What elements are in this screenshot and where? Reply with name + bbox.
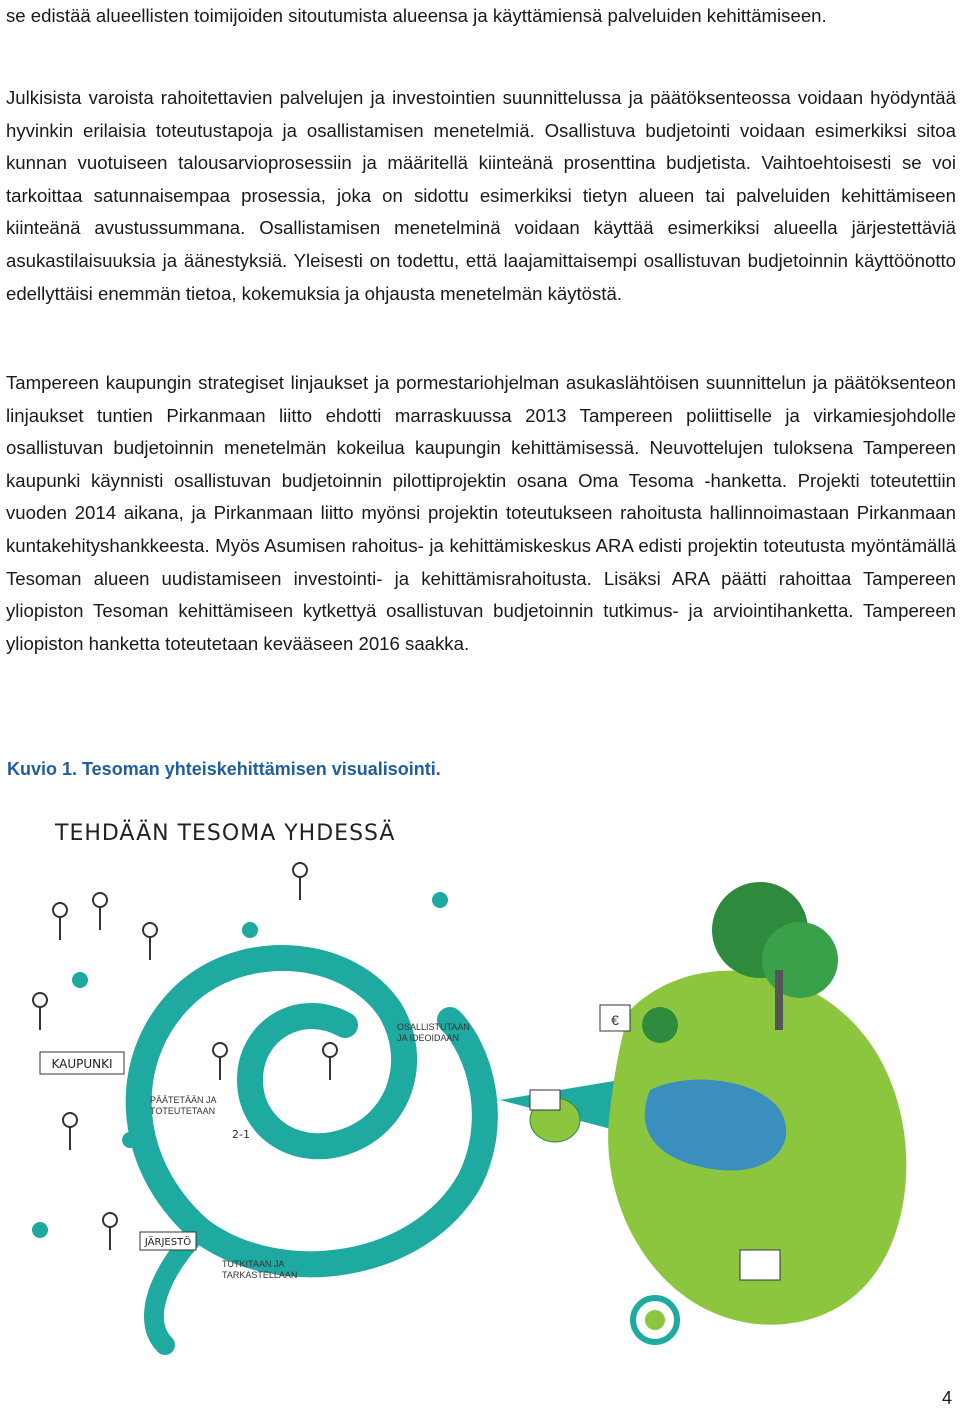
kaupunki-label: KAUPUNKI	[51, 1057, 113, 1071]
body-text	[6, 0, 956, 654]
spiral	[139, 958, 485, 1345]
osallistutaan-label-2: JA IDEOIDAAN	[397, 1033, 460, 1043]
osallistutaan-label-1: OSALLISTUTAAN	[397, 1022, 470, 1032]
flag-icon	[740, 1250, 780, 1280]
vote-label: 2-1	[232, 1128, 250, 1141]
tutkitaan-label-2: TARKASTELLAAN	[222, 1270, 298, 1280]
tesoma-illustration	[0, 800, 960, 1360]
oma-tesoma-logo	[633, 1298, 677, 1342]
paatetaan-label-1: PÄÄTETÄÄN JA	[150, 1095, 217, 1105]
paatetaan-label-2: TOTEUTETAAN	[150, 1106, 216, 1116]
paragraph-1: se edistää alueellisten toimijoiden sitoutumista alueensa ja käyttämiensä palveluiden kehittämiseen.	[6, 5, 827, 26]
page-number: 4	[941, 1388, 952, 1408]
paragraph-2: Julkisista varoista rahoitettavien palvelujen ja investointien suunnittelussa ja päätöksenteossa voidaan hyödyntää hyvinkin erilaisia toteutustapoja ja osallistamisen menetelmiä. Osallistuva budjetointi voidaan esimerkiksi sitoa kunnan vuotuiseen talousarvioprosessiin ja määritellä kiinteänä prosenttina budjetista. Vaihtoehtoisesti se voi tarkoittaa satunnaisempaa prosessia, joka on sidottu esimerkiksi tietyn alueen tai palveluiden kehittämiseen kiinteänä avustussummana. Osallistamisen menetelminä voidaan käyttää esimerkiksi alueella järjestettäviä asukastilaisuuksia ja äänestyksiä. Yleisesti on todettu, että laajamittaisempi osallistuvan budjetoinnin käyttöönotto edellyttäisi enemmän tietoa, kokemuksia ja ohjausta menetelmän käytöstä.	[6, 87, 956, 304]
jarjesto-label: JÄRJESTÖ	[144, 1237, 192, 1248]
figure-caption: Kuvio 1. Tesoman yhteiskehittämisen visualisointi.	[7, 759, 441, 779]
paragraph-3: Tampereen kaupungin strategiset linjaukset ja pormestariohjelman asukaslähtöisen suunnittelun ja päätöksenteon linjaukset tuntien Pirkanmaan liitto ehdotti marraskuussa 2013 Tampereen poliittiselle ja virkamiesjohdolle osallistuvan budjetoinnin menetelmän kokeilua kaupungin kehittämisessä. Neuvottelujen tuloksena Tampereen kaupunki käynnisti osallistuvan budjetoinnin pilottiprojektin osana Oma Tesoma -hanketta. Projekti toteutettiin vuoden 2014 aikana, ja Pirkanmaan liitto myönsi projektin toteutukseen rahoitusta hallinnoimastaan Pirkanmaan kuntakehityshankkeesta. Myös Asumisen rahoitus- ja kehittämiskeskus ARA edisti projektin toteutusta myöntämällä Tesoman alueen uudistamiseen investointi- ja kehittämisrahoitusta. Lisäksi ARA päätti rahoittaa Tampereen yliopiston Tesoman kehittämiseen kytkettyä osallistuvan budjetoinnin tutkimus- ja arviointihanketta. Tampereen yliopiston hanketta toteutetaan kevääseen 2016 saakka.	[6, 372, 956, 654]
park-island	[600, 882, 906, 1325]
figure-title: TEHDÄÄN TESOMA YHDESSÄ	[55, 821, 396, 846]
svg-text:€: €	[611, 1012, 619, 1028]
tutkitaan-label-1: TUTKITAAN JA	[222, 1259, 285, 1269]
